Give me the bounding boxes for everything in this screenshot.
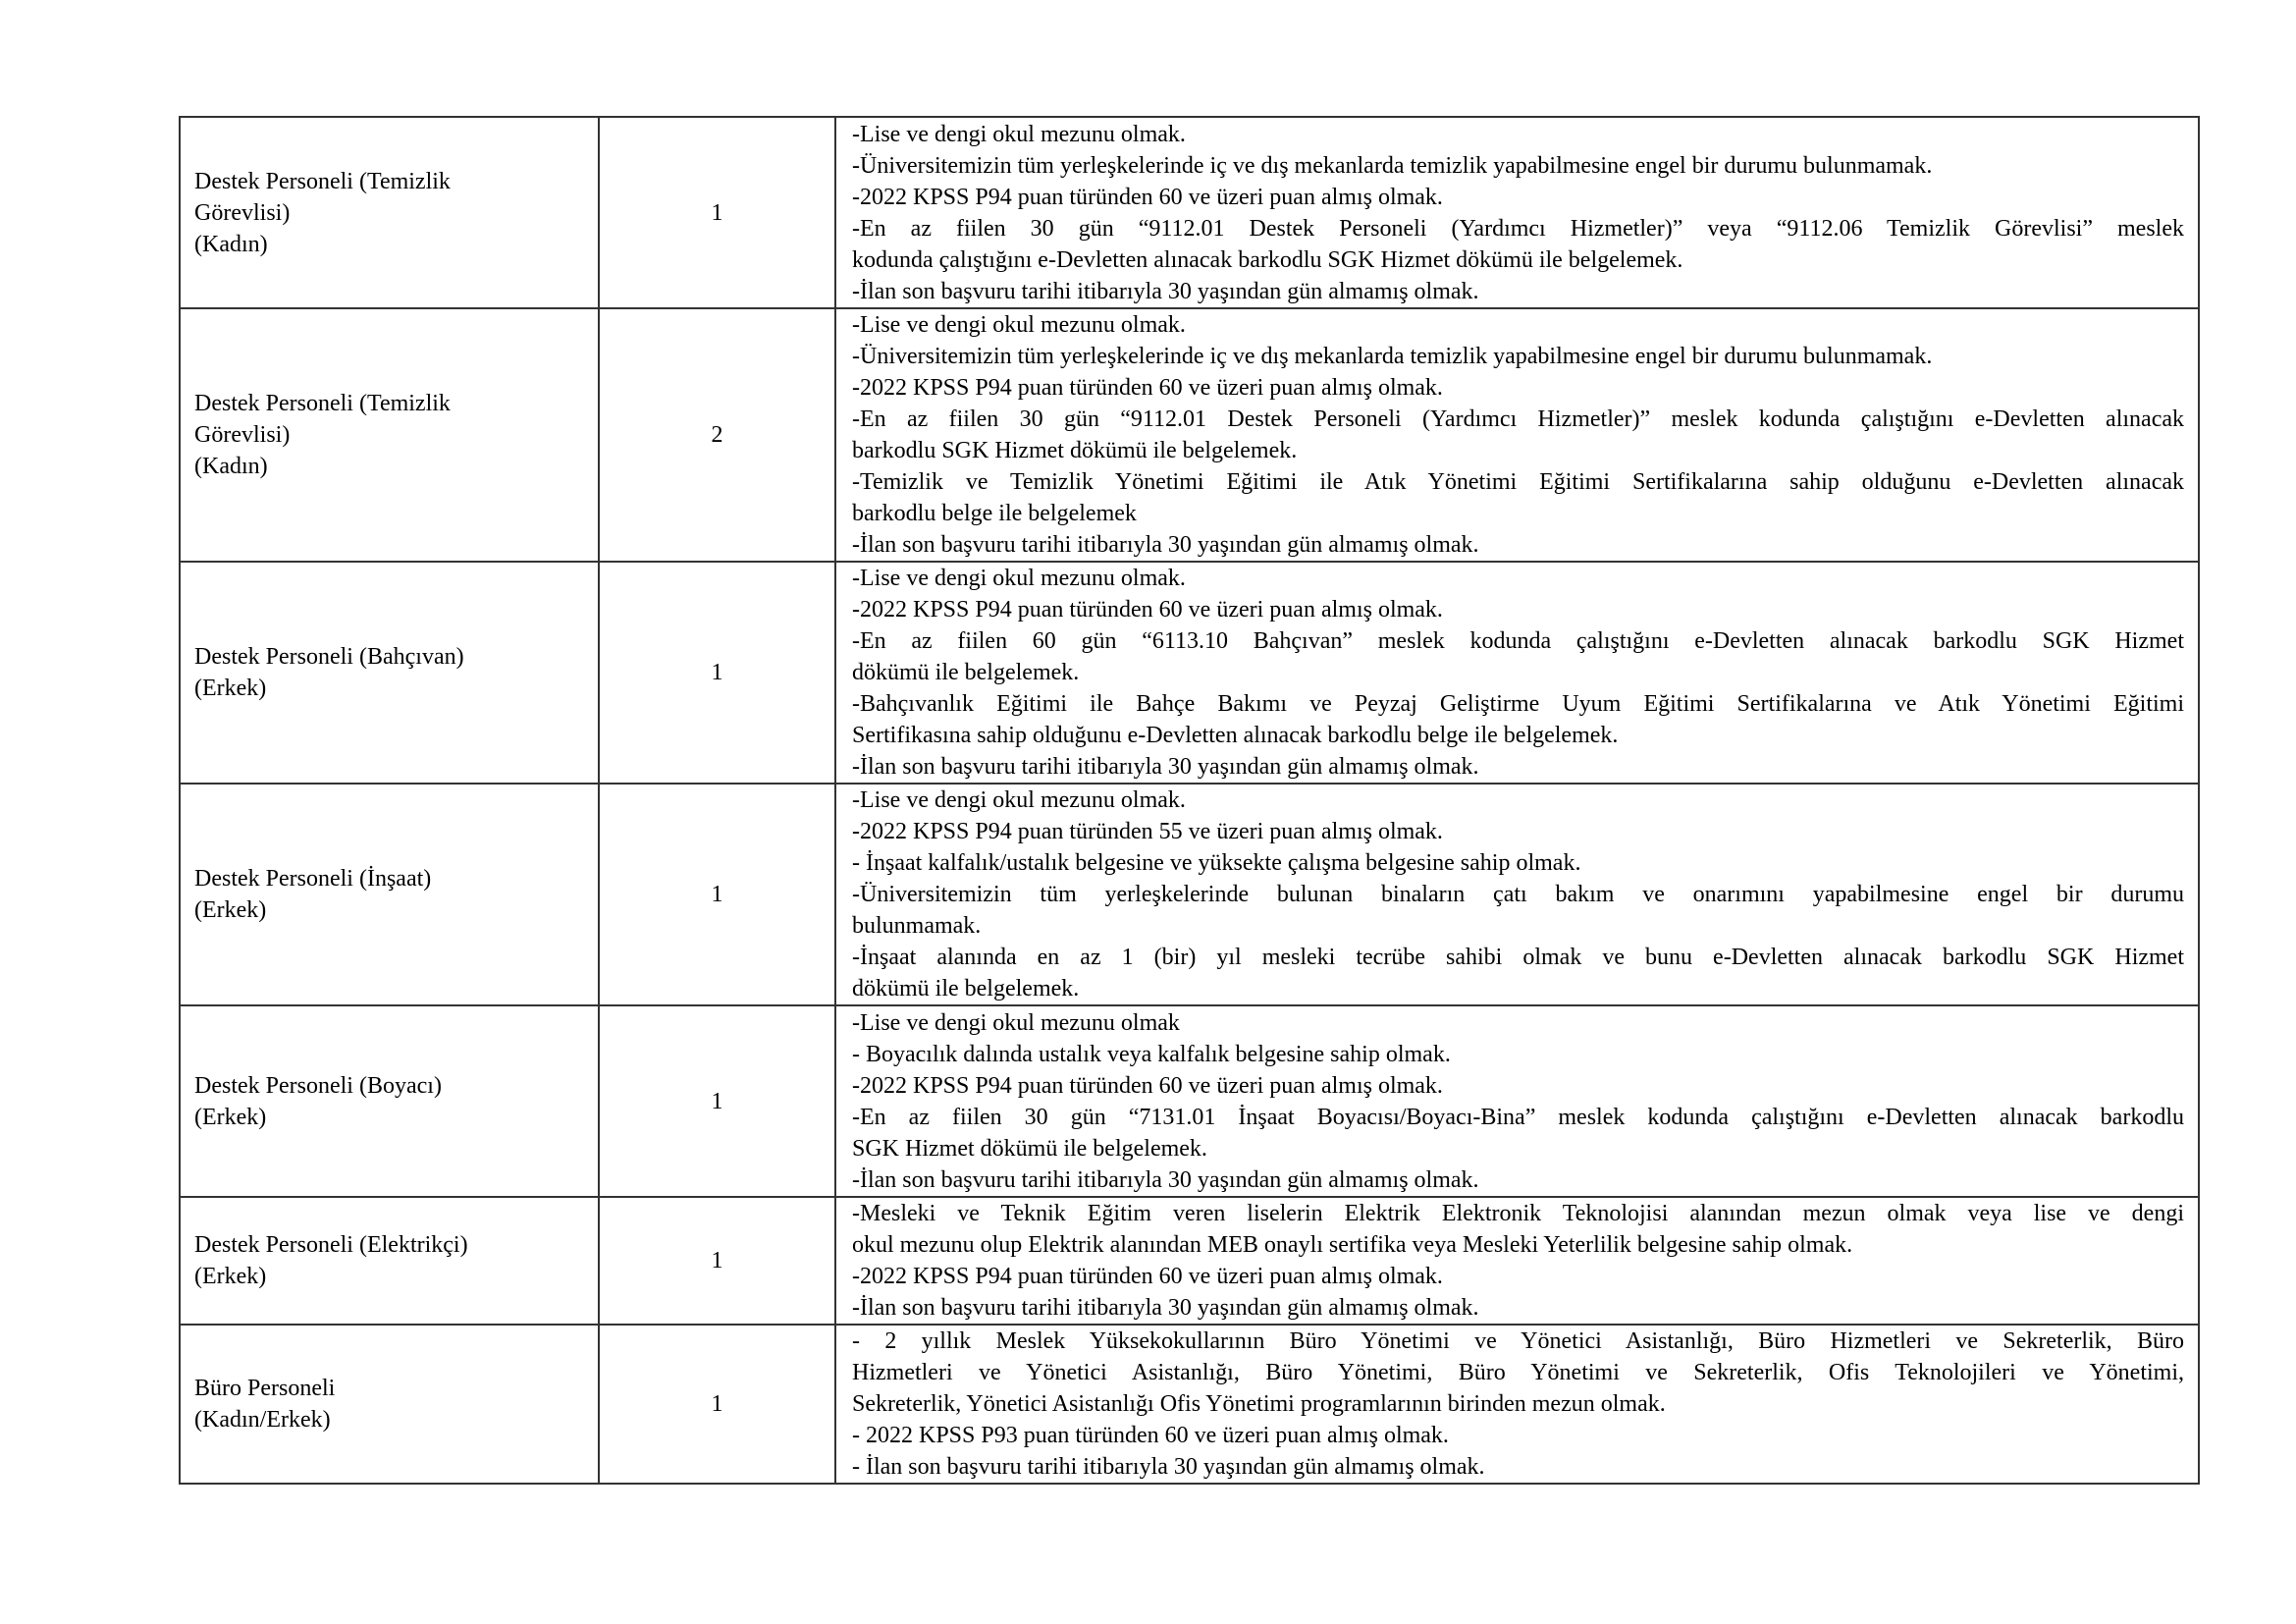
position-title-line: Destek Personeli (İnşaat): [194, 866, 432, 892]
requirement-line: -2022 KPSS P94 puan türünden 60 ve üzeri puan almış olmak.: [852, 1264, 1443, 1289]
requirement-line: dökümü ile belgelemek.: [852, 976, 1080, 1001]
requirement-line: -Bahçıvanlık Eğitimi ile Bahçe Bakımı ve Peyzaj Geliştirme Uyum Eğitimi Sertifikalarına ve Atık Yönetimi Eğitimi: [852, 691, 2184, 717]
requirement-line: barkodlu belge ile belgelemek: [852, 501, 1137, 526]
position-title-line: (Erkek): [194, 676, 267, 701]
requirements-cell: [835, 1005, 2199, 1197]
requirements-cell: [835, 308, 2199, 562]
requirement-line: -Üniversitemizin tüm yerleşkelerinde iç ve dış mekanlarda temizlik yapabilmesine engel bir durumu bulunmamak.: [852, 152, 1933, 179]
requirement-line: Sekreterlik, Yönetici Asistanlığı Ofis Yönetimi programlarının birinden mezun olmak.: [852, 1391, 1666, 1417]
requirement-line: -Lise ve dengi okul mezunu olmak.: [852, 121, 1186, 147]
requirement-line: Sertifikasına sahip olduğunu e-Devletten alınacak barkodlu belge ile belgelemek.: [852, 723, 1619, 748]
position-title-cell: [180, 1005, 599, 1197]
position-count-cell: 1: [599, 784, 835, 1005]
requirement-line: -İlan son başvuru tarihi itibarıyla 30 yaşından gün almamış olmak.: [852, 278, 1479, 304]
requirement-line: -İlan son başvuru tarihi itibarıyla 30 yaşından gün almamış olmak.: [852, 1166, 1479, 1193]
requirement-line: - 2022 KPSS P93 puan türünden 60 ve üzeri puan almış olmak.: [852, 1423, 1449, 1448]
position-title-line: (Erkek): [194, 1104, 267, 1130]
position-count-cell: 1: [599, 1005, 835, 1197]
requirement-line: -En az fiilen 30 gün “9112.01 Destek Personeli (Yardımcı Hizmetler)” veya “9112.06 Temizlik Görevlisi” meslek: [852, 215, 2184, 242]
position-title-cell: [180, 562, 599, 784]
position-title-cell: [180, 308, 599, 562]
table-row: [180, 784, 2199, 1005]
requirement-line: -2022 KPSS P94 puan türünden 55 ve üzeri puan almış olmak.: [852, 819, 1443, 844]
requirement-line: -İlan son başvuru tarihi itibarıyla 30 yaşından gün almamış olmak.: [852, 1295, 1479, 1321]
position-title-line: Destek Personeli (Boyacı): [194, 1072, 442, 1099]
requirement-line: -Üniversitemizin tüm yerleşkelerinde iç ve dış mekanlarda temizlik yapabilmesine engel bir durumu bulunmamak.: [852, 344, 1933, 369]
table-row: [180, 1005, 2199, 1197]
requirements-cell: [835, 117, 2199, 308]
requirement-line: -İlan son başvuru tarihi itibarıyla 30 yaşından gün almamış olmak.: [852, 754, 1479, 780]
requirement-line: -En az fiilen 30 gün “7131.01 İnşaat Boyacısı/Boyacı-Bina” meslek kodunda çalıştığını e-Devletten alınacak barkodlu: [852, 1104, 2184, 1130]
requirement-line: dökümü ile belgelemek.: [852, 660, 1080, 685]
requirement-line: kodunda çalıştığını e-Devletten alınacak barkodlu SGK Hizmet dökümü ile belgelemek.: [852, 246, 1683, 273]
position-title-cell: [180, 117, 599, 308]
table-row: [180, 1197, 2199, 1325]
position-count-cell: 2: [599, 308, 835, 562]
requirement-line: Hizmetleri ve Yönetici Asistanlığı, Büro Yönetimi, Büro Yönetimi ve Sekreterlik, Ofis Teknolojileri ve Yönetimi,: [852, 1360, 2184, 1385]
requirement-line: -Lise ve dengi okul mezunu olmak.: [852, 312, 1186, 338]
requirement-line: -En az fiilen 30 gün “9112.01 Destek Personeli (Yardımcı Hizmetler)” meslek kodunda çalıştığını e-Devletten alınacak: [852, 406, 2184, 432]
position-title-line: Görevlisi): [194, 199, 291, 226]
requirement-line: -Lise ve dengi okul mezunu olmak: [852, 1009, 1180, 1036]
requirements-cell: [835, 562, 2199, 784]
position-title-cell: [180, 784, 599, 1005]
requirement-line: -Lise ve dengi okul mezunu olmak.: [852, 787, 1186, 813]
requirement-line: - İlan son başvuru tarihi itibarıyla 30 yaşından gün almamış olmak.: [852, 1454, 1485, 1480]
requirements-table-body: [180, 117, 2199, 1484]
position-title-line: (Kadın): [194, 454, 268, 479]
table-row: [180, 562, 2199, 784]
requirement-line: - 2 yıllık Meslek Yüksekokullarının Büro Yönetimi ve Yönetici Asistanlığı, Büro Hizmetleri ve Sekreterlik, Büro: [852, 1328, 2184, 1354]
position-count-cell: 1: [599, 1325, 835, 1484]
position-title-cell: [180, 1197, 599, 1325]
requirement-line: -Üniversitemizin tüm yerleşkelerinde bulunan binaların çatı bakım ve onarımını yapabilmesine engel bir durumu: [852, 882, 2184, 907]
position-title-line: Büro Personeli: [194, 1376, 336, 1401]
position-title-line: (Kadın/Erkek): [194, 1407, 331, 1433]
requirement-line: -Lise ve dengi okul mezunu olmak.: [852, 566, 1186, 591]
position-title-line: Destek Personeli (Bahçıvan): [194, 644, 464, 670]
position-count-cell: 1: [599, 117, 835, 308]
position-title-line: Destek Personeli (Temizlik: [194, 391, 451, 416]
position-title-line: Destek Personeli (Temizlik: [194, 168, 451, 194]
requirement-line: bulunmamak.: [852, 913, 982, 939]
position-title-line: (Erkek): [194, 897, 267, 923]
position-title-line: Destek Personeli (Elektrikçi): [194, 1232, 468, 1258]
requirement-line: -2022 KPSS P94 puan türünden 60 ve üzeri puan almış olmak.: [852, 1072, 1443, 1099]
requirements-cell: [835, 784, 2199, 1005]
requirement-line: -İnşaat alanında en az 1 (bir) yıl mesleki tecrübe sahibi olmak ve bunu e-Devletten alınacak barkodlu SGK Hizmet: [852, 945, 2184, 970]
requirements-cell: [835, 1197, 2199, 1325]
requirement-line: -2022 KPSS P94 puan türünden 60 ve üzeri puan almış olmak.: [852, 184, 1443, 210]
requirements-table: [179, 116, 2200, 1485]
requirement-line: -İlan son başvuru tarihi itibarıyla 30 yaşından gün almamış olmak.: [852, 532, 1479, 558]
table-row: [180, 1325, 2199, 1484]
position-count-cell: 1: [599, 562, 835, 784]
requirement-line: -2022 KPSS P94 puan türünden 60 ve üzeri puan almış olmak.: [852, 597, 1443, 623]
table-row: [180, 117, 2199, 308]
position-count-cell: 1: [599, 1197, 835, 1325]
requirement-line: okul mezunu olup Elektrik alanından MEB onaylı sertifika veya Mesleki Yeterlilik belgesine sahip olmak.: [852, 1232, 1853, 1258]
requirement-line: -Mesleki ve Teknik Eğitim veren liselerin Elektrik Elektronik Teknolojisi alanından mezun olmak veya lise ve dengi: [852, 1201, 2184, 1226]
position-title-line: (Kadın): [194, 231, 268, 257]
requirement-line: -2022 KPSS P94 puan türünden 60 ve üzeri puan almış olmak.: [852, 375, 1443, 401]
requirement-line: barkodlu SGK Hizmet dökümü ile belgelemek.: [852, 438, 1298, 463]
requirement-line: -En az fiilen 60 gün “6113.10 Bahçıvan” meslek kodunda çalıştığını e-Devletten alınacak barkodlu SGK Hizmet: [852, 628, 2184, 654]
table-row: [180, 308, 2199, 562]
requirement-line: - Boyacılık dalında ustalık veya kalfalık belgesine sahip olmak.: [852, 1041, 1451, 1067]
requirements-cell: [835, 1325, 2199, 1484]
requirement-line: -Temizlik ve Temizlik Yönetimi Eğitimi ile Atık Yönetimi Eğitimi Sertifikalarına sahip olduğunu e-Devletten alınacak: [852, 469, 2184, 495]
position-title-cell: [180, 1325, 599, 1484]
position-title-line: Görevlisi): [194, 422, 291, 448]
position-title-line: (Erkek): [194, 1264, 267, 1289]
requirement-line: - İnşaat kalfalık/ustalık belgesine ve yüksekte çalışma belgesine sahip olmak.: [852, 850, 1581, 876]
requirement-line: SGK Hizmet dökümü ile belgelemek.: [852, 1135, 1207, 1162]
